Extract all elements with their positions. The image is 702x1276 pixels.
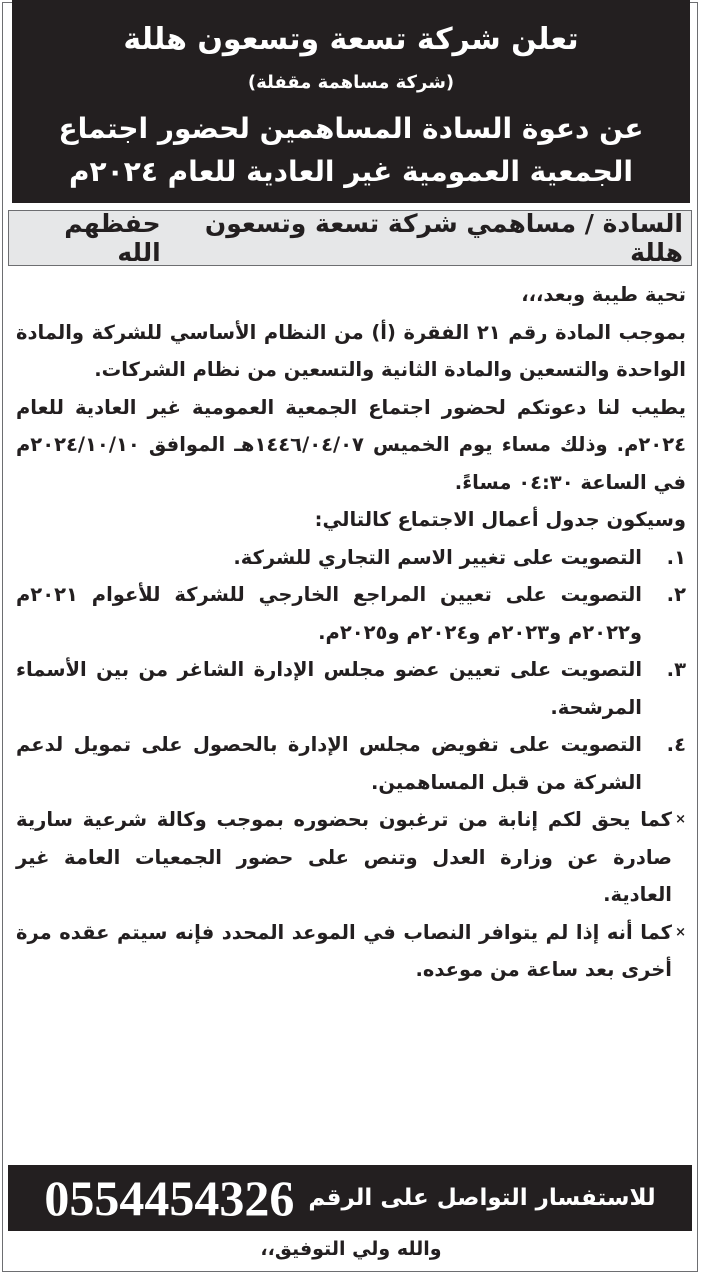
- agenda-item-text: التصويت على تغيير الاسم التجاري للشركة.: [233, 545, 642, 569]
- note-text: كما يحق لكم إنابة من ترغبون بحضوره بموجب وكالة شرعية سارية صادرة عن وزارة العدل وتنص على حضور الجمعيات العامة غير العادية.: [16, 808, 672, 906]
- agenda-item-number: ٤.: [666, 733, 686, 756]
- agenda-item: [16, 539, 686, 577]
- addressee-blessing: حفظهم الله: [64, 209, 161, 267]
- invitation-heading-line1: عن دعوة السادة المساهمين لحضور اجتماع: [58, 112, 644, 145]
- legal-basis-paragraph: بموجب المادة رقم ٢١ الفقرة (أ) من النظام الأساسي للشركة والمادة الواحدة والتسعين والمادة الثانية والتسعين من نظام الشركات.: [16, 320, 686, 381]
- agenda-item-text: التصويت على تعيين عضو مجلس الإدارة الشاغر من بين الأسماء المرشحة.: [16, 658, 642, 719]
- addressee-box: [8, 210, 692, 266]
- closing-text: والله ولي التوفيق،،: [260, 1238, 442, 1260]
- contact-phone-number: 0554454326: [44, 1170, 295, 1226]
- contact-label: للاستفسار التواصل على الرقم: [308, 1185, 656, 1211]
- agenda-item-number: ٢.: [666, 583, 686, 606]
- agenda-item-number: ١.: [666, 545, 686, 569]
- agenda-item-number: ٣.: [666, 658, 686, 681]
- addressee-salutation: السادة / مساهمي شركة تسعة وتسعون هللة: [204, 209, 683, 267]
- meeting-details-paragraph: يطيب لنا دعوتكم لحضور اجتماع الجمعية العمومية غير العادية للعام ٢٠٢٤م. وذلك مساء يوم الخميس ١٤٤٦/٠٤/٠٧هـ الموافق ٢٠٢٤/١٠/١٠م في الساعة ٠٤:٣٠ مساءً.: [16, 395, 686, 494]
- contact-bar: [8, 1165, 692, 1231]
- announcement-header: [12, 0, 690, 203]
- cross-bullet-icon: ×: [675, 812, 686, 827]
- note-text: كما أنه إذا لم يتوافر النصاب في الموعد المحدد فإنه سيتم عقده مرة أخرى بعد ساعة من موعده.: [16, 920, 672, 981]
- agenda-item-text: التصويت على تفويض مجلس الإدارة بالحصول على تمويل لدعم الشركة من قبل المساهمين.: [16, 733, 642, 794]
- cross-bullet-icon: ×: [675, 924, 686, 940]
- company-type: (شركة مساهمة مقفلة): [247, 72, 455, 93]
- greeting: تحية طيبة وبعد،،،: [521, 283, 686, 306]
- announcement-body: [16, 276, 686, 989]
- agenda-item: [16, 576, 686, 651]
- announcement-title: تعلن شركة تسعة وتسعون هللة: [123, 22, 579, 57]
- agenda-item: [16, 651, 686, 726]
- agenda-item-text: التصويت على تعيين المراجع الخارجي للشركة للأعوام ٢٠٢١م و٢٠٢٢م و٢٠٢٣م و٢٠٢٤م و٢٠٢٥م.: [16, 583, 642, 644]
- agenda-intro: وسيكون جدول أعمال الاجتماع كالتالي:: [314, 508, 686, 531]
- note-item: [16, 801, 686, 914]
- agenda-item: [16, 726, 686, 801]
- invitation-heading-line2: الجمعية العمومية غير العادية للعام ٢٠٢٤م: [69, 155, 633, 188]
- note-item: [16, 914, 686, 989]
